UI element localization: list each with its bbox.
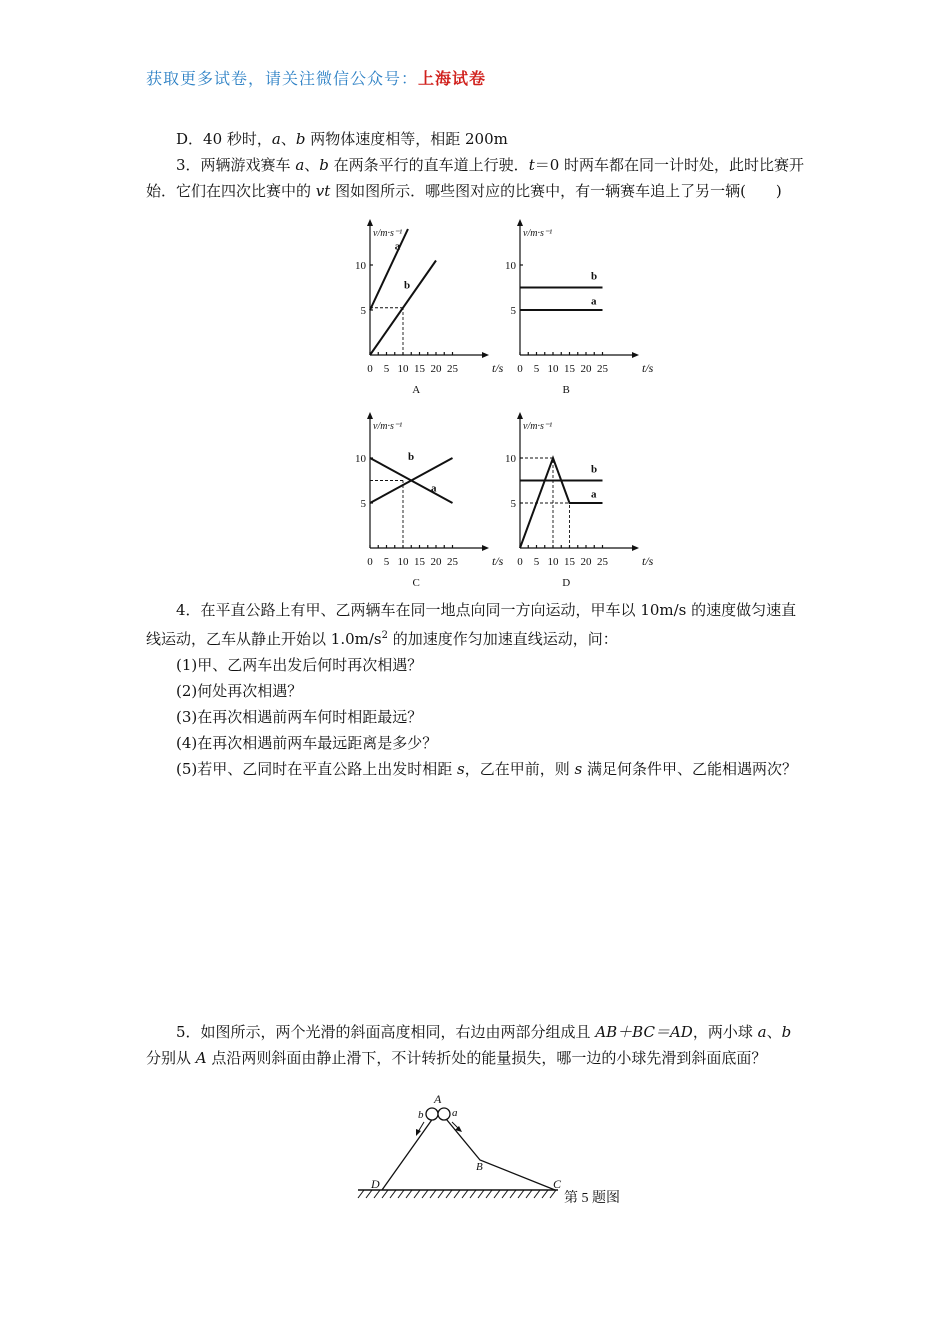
x-tick-label: 10	[547, 363, 559, 375]
label-A: A	[434, 1092, 442, 1106]
series-label-a: a	[590, 295, 597, 308]
label-C: C	[553, 1177, 562, 1191]
x-tick-label: 25	[447, 363, 458, 375]
x-tick-label: 15	[564, 556, 575, 568]
x-tick-label: 20	[580, 556, 592, 568]
y-axis-label: v/m·s⁻¹	[373, 228, 403, 239]
y-tick-label: 10	[355, 260, 366, 272]
question-5: 5．如图所示，两个光滑的斜面高度相同，右边由两部分组成且 AB＋BC＝AD，两小球 a、b 分别从 A 点沿两则斜面由静止滑下，不计转折处的能量损失，哪一边的小球先滑到斜面底面？	[146, 1023, 792, 1067]
header-brand: 上海试卷	[418, 69, 487, 88]
x-tick-label: 15	[564, 363, 575, 375]
y-tick-label: 5	[510, 305, 516, 317]
q4-sub-5: (5)若甲、乙同时在平直公路上出发时相距 s，乙在甲前，则 s 满足何条件甲、乙能相遇两次？	[176, 760, 797, 778]
vt-graph-c	[340, 415, 504, 595]
y-axis-arrow-icon	[367, 219, 373, 226]
x-axis-label: t/s	[642, 361, 654, 375]
x-tick-label: 10	[397, 556, 409, 568]
y-tick-label: 10	[355, 453, 366, 465]
x-tick-label: 20	[430, 556, 442, 568]
y-tick-label: 5	[510, 498, 516, 510]
header-prefix: 获取更多试卷，请关注微信公众号：	[146, 69, 419, 88]
x-axis-arrow-icon	[482, 352, 489, 358]
q2-option-d: D．40 秒时，a、b 两物体速度相等，相距 200m	[176, 130, 508, 148]
q3-number: 3．	[176, 156, 201, 174]
x-tick-label: 10	[397, 363, 409, 375]
incline-figure	[350, 1090, 650, 1210]
series-label-a: a	[431, 482, 437, 495]
x-tick-label: 20	[430, 363, 442, 375]
x-tick-label: 20	[580, 363, 592, 375]
graph-caption: C	[412, 577, 420, 589]
y-tick-label: 10	[505, 453, 516, 465]
ground-hatch	[358, 1190, 556, 1198]
vt-graph-a	[340, 222, 504, 402]
vt-graph-d	[490, 415, 654, 595]
vt-graph-b	[490, 222, 654, 402]
series-line-a	[370, 229, 411, 310]
graph-caption: D	[562, 577, 571, 589]
series-label-b: b	[403, 279, 411, 292]
x-axis-arrow-icon	[482, 545, 489, 551]
y-axis-label: v/m·s⁻¹	[523, 421, 553, 432]
x-tick-label: 15	[414, 556, 425, 568]
incline-abc	[442, 1114, 555, 1190]
label-D: D	[371, 1177, 380, 1191]
series-label-a: a	[394, 240, 401, 253]
series-label-b: b	[590, 270, 598, 283]
y-axis-arrow-icon	[517, 412, 523, 419]
page-header	[146, 66, 486, 89]
x-axis-arrow-icon	[632, 545, 639, 551]
q4-stem: 4．在平直公路上有甲、乙两辆车在同一地点向同一方向运动，甲车以 10m/s 的速度做匀速直线运动，乙车从静止开始以 $1.0m/s^2$ 的加速度作匀加速直线运动，问：	[146, 601, 797, 648]
x-tick-label: 5	[383, 556, 390, 568]
x-axis-label: t/s	[642, 554, 654, 568]
y-tick-label: 5	[360, 498, 366, 510]
x-tick-label: 25	[597, 363, 608, 375]
y-tick-label: 10	[505, 260, 516, 272]
y-axis-label: v/m·s⁻¹	[523, 228, 553, 239]
x-tick-label: 5	[533, 363, 540, 375]
y-axis-label: v/m·s⁻¹	[373, 421, 403, 432]
q4-sub-1: (1)甲、乙两车出发后何时再次相遇？	[176, 656, 423, 674]
y-tick-label: 5	[360, 305, 366, 317]
label-b: b	[418, 1109, 424, 1121]
question-3: 3．两辆游戏赛车 a、b 在两条平行的直车道上行驶．t＝0 时两车都在同一计时处，此时比赛开始．它们在四次比赛中的 vt 图如图所示．哪些图对应的比赛中，有一辆赛车追上了另一辆( )	[146, 156, 805, 200]
x-tick-label: 15	[414, 363, 425, 375]
graph-caption: A	[412, 384, 421, 396]
x-tick-label: 5	[533, 556, 540, 568]
x-tick-label: 10	[547, 556, 559, 568]
incline-ad	[382, 1114, 436, 1190]
q4-sub-4: (4)在再次相遇前两车最远距离是多少？	[176, 734, 438, 752]
x-axis-label: t/s	[492, 554, 504, 568]
series-label-a: a	[590, 488, 597, 501]
q4-sub-3: (3)在再次相遇前两车何时相距最远？	[176, 708, 423, 726]
x-axis-label: t/s	[492, 361, 504, 375]
series-label-b: b	[407, 450, 415, 463]
x-tick-label: 0	[517, 363, 523, 375]
graph-caption: B	[562, 384, 570, 396]
x-axis-arrow-icon	[632, 352, 639, 358]
x-tick-label: 25	[597, 556, 608, 568]
q4-sub-2: (2)何处再次相遇？	[176, 682, 303, 700]
y-axis-arrow-icon	[367, 412, 373, 419]
question-4	[146, 597, 810, 782]
y-axis-arrow-icon	[517, 219, 523, 226]
x-tick-label: 5	[383, 363, 390, 375]
x-tick-label: 0	[367, 556, 373, 568]
x-tick-label: 0	[517, 556, 523, 568]
ball-a	[438, 1108, 450, 1120]
x-tick-label: 0	[367, 363, 373, 375]
series-label-b: b	[590, 463, 598, 476]
ball-b	[426, 1108, 438, 1120]
x-tick-label: 25	[447, 556, 458, 568]
label-a: a	[452, 1107, 458, 1119]
figure-caption: 第 5 题图	[564, 1191, 620, 1206]
label-B: B	[476, 1161, 483, 1173]
